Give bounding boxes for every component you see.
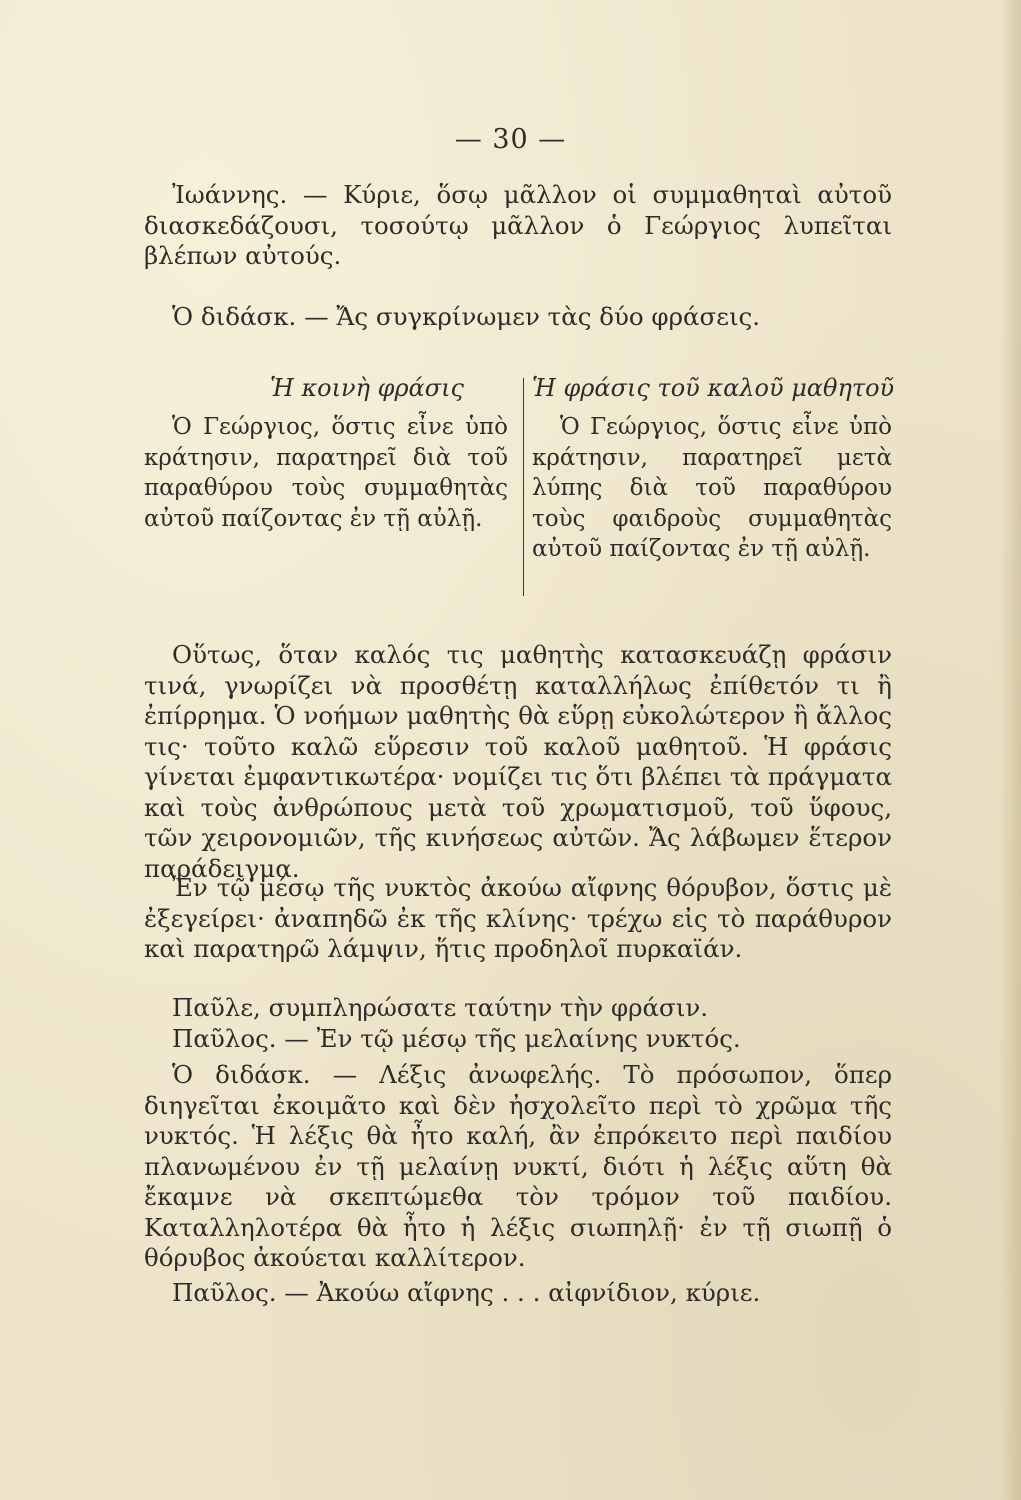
- paragraph-teacher-critique: Ὁ διδάσκ. — Λέξις ἀνωφελής. Τὸ πρόσωπον, ὅπερ διηγεῖται ἐκοιμᾶτο καὶ δὲν ἠσχολεῖτο περὶ τὸ χρῶμα τῆς νυκτός. Ἡ λέξις θὰ ἦτο καλή, ἂν ἐπρόκειτο περὶ παιδίου πλανωμένου ἐν τῇ μελαίνῃ νυκτί, διότι ἡ λέξις αὕτη θὰ ἔκαμνε νὰ σκεπτώμεθα τὸν τρόμον τοῦ παιδίου. Καταλληλοτέρα θὰ ἦτο ἡ λέξις σιωπηλῇ· ἐν τῇ σιωπῇ ὁ θόρυβος ἀκούεται καλλίτερον.: [144, 1060, 892, 1272]
- right-column-text: Ὁ Γεώργιος, ὅστις εἶνε ὑπὸ κράτησιν, παρατηρεῖ μετὰ λύπης διὰ τοῦ παραθύρου τοὺς φαιδροὺς συμμαθητὰς αὐτοῦ παίζοντας ἐν τῇ αὐλῇ.: [532, 414, 892, 562]
- column-divider: [523, 378, 524, 596]
- page-edge-shadow: [999, 0, 1021, 1500]
- left-column-text: Ὁ Γεώργιος, ὅστις εἶνε ὑπὸ κράτησιν, παρατηρεῖ διὰ τοῦ παραθύρου τοὺς συμμαθητὰς αὐτοῦ παίζοντας ἐν τῇ αὐλῇ.: [144, 414, 508, 532]
- paragraph-night-example: Ἐν τῷ μέσῳ τῆς νυκτὸς ἀκούω αἴφνης θόρυβον, ὅστις μὲ ἐξεγείρει· ἀναπηδῶ ἐκ τῆς κλίνης· τρέχω εἰς τὸ παράθυρον καὶ παρατηρῶ λάμψιν, ἥτις προδηλοῖ πυρκαϊάν.: [144, 873, 892, 963]
- paragraph-ioannis: Ἰωάννης. — Κύριε, ὅσῳ μᾶλλον οἱ συμμαθηταὶ αὐτοῦ διασκεδάζουσι, τοσούτῳ μᾶλλον ὁ Γεώργιος λυπεῖται βλέπων αὐτούς.: [144, 180, 892, 270]
- paragraph-paul-instruction: Παῦλε, συμπληρώσατε ταύτην τὴν φράσιν.: [172, 993, 709, 1022]
- right-column-title: Ἡ φράσις τοῦ καλοῦ μαθητοῦ: [532, 374, 895, 402]
- page-number: — 30 —: [454, 124, 567, 155]
- paragraph-paul-answer: Παῦλος. — Ἐν τῷ μέσῳ τῆς μελαίνης νυκτός.: [172, 1024, 741, 1053]
- left-column-title: Ἡ κοινὴ φράσις: [270, 374, 464, 402]
- paragraph-good-student: Οὕτως, ὅταν καλός τις μαθητὴς κατασκευάζῃ φράσιν τινά, γνωρίζει νὰ προσθέτῃ καταλλήλως ἐπίθετόν τι ἢ ἐπίρρημα. Ὁ νοήμων μαθητὴς θὰ εὕρῃ εὐκολώτερον ἢ ἄλλος τις· τοῦτο καλῶ εὕρεσιν τοῦ καλοῦ μαθητοῦ. Ἡ φράσις γίνεται ἐμφαντικωτέρα· νομίζει τις ὅτι βλέπει τὰ πράγματα καὶ τοὺς ἀνθρώπους μετὰ τοῦ χρωματισμοῦ, τοῦ ὕφους, τῶν χειρονομιῶν, τῆς κινήσεως αὐτῶν. Ἄς λάβωμεν ἕτερον παράδειγμα.: [144, 640, 892, 883]
- paragraph-teacher-compare: Ὁ διδάσκ. — Ἄς συγκρίνωμεν τὰς δύο φράσεις.: [172, 302, 761, 331]
- paragraph-paul-final: Παῦλος. — Ἀκούω αἴφνης . . . αἰφνίδιον, κύριε.: [172, 1278, 761, 1307]
